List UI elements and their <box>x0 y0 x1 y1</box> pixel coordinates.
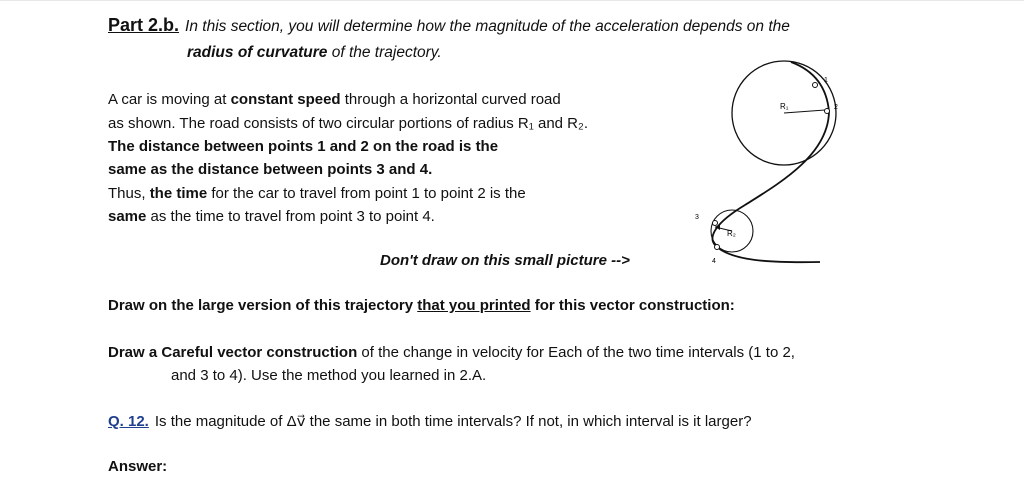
draw1-text-a: Draw on the large version of this trajectory <box>108 297 418 314</box>
p5-bold: the time <box>149 185 208 202</box>
p5-text-c: for the car to travel from point 1 to point 2 is the <box>207 185 526 202</box>
intro-bold: radius of curvature <box>187 44 328 61</box>
point-3-label: 3 <box>695 214 699 221</box>
p1-bold: constant speed <box>230 91 341 108</box>
point-2-marker <box>825 109 830 114</box>
section-title-continued <box>187 44 442 62</box>
trajectory-figure <box>660 55 860 275</box>
p1-text-c: through a horizontal curved road <box>340 91 561 108</box>
question-text: Is the magnitude of Δv⃗ the same in both time intervals? If not, in which interval is it larger? <box>154 413 752 430</box>
draw1-underlined: that you printed <box>417 297 531 314</box>
paragraph-line-5 <box>108 182 526 206</box>
point-2-label: 2 <box>834 104 838 111</box>
question-label: Q. 12. <box>108 413 149 430</box>
intro-text: In this section, you will determine how the magnitude of the acceleration depends on the <box>185 18 790 35</box>
instruction-vector-construction <box>108 344 795 361</box>
answer-label: Answer: <box>108 458 168 475</box>
point-4-label: 4 <box>712 258 716 265</box>
road-top-segment <box>791 62 829 112</box>
point-4-marker <box>715 245 720 250</box>
draw2-text: of the change in velocity for Each of the two time intervals (1 to 2, <box>357 344 795 361</box>
point-1-marker <box>813 83 818 88</box>
question-12 <box>108 412 752 430</box>
instruction-vector-construction-continued: and 3 to 4). Use the method you learned in 2.A. <box>171 367 487 384</box>
p5-text-a: Thus, <box>108 185 150 202</box>
figure-caption: Don't draw on this small picture --> <box>380 252 630 269</box>
p1-text-a: A car is moving at <box>108 91 231 108</box>
draw1-text-c: for this vector construction: <box>530 297 735 314</box>
instruction-draw-large <box>108 297 735 314</box>
p4-bold: same as the distance between points 3 and 4. <box>108 161 433 178</box>
paragraph-line-2: as shown. The road consists of two circular portions of radius R₁ and R₂. <box>108 115 588 132</box>
paragraph-line-4 <box>108 158 432 182</box>
radius-r1-line <box>784 110 825 113</box>
p6-text-b: as the time to travel from point 3 to point 4. <box>146 208 435 225</box>
section-title <box>108 15 790 36</box>
p6-bold: same <box>108 208 147 225</box>
point-1-label: 1 <box>824 77 828 84</box>
road-lower-segment <box>713 112 829 262</box>
paragraph-line-1 <box>108 88 561 112</box>
radius-r2-label: R₂ <box>727 229 736 238</box>
p3-bold: The distance between points 1 and 2 on the road is the <box>108 138 499 155</box>
intro-rest: of the trajectory. <box>331 44 442 61</box>
part-label: Part 2.b. <box>108 15 180 35</box>
paragraph-line-3 <box>108 135 498 159</box>
draw2-bold: Draw a Careful vector construction <box>108 344 358 361</box>
point-3-marker <box>713 221 718 226</box>
paragraph-line-6 <box>108 205 435 229</box>
radius-r1-label: R₁ <box>780 102 789 111</box>
top-border <box>0 0 1024 1</box>
